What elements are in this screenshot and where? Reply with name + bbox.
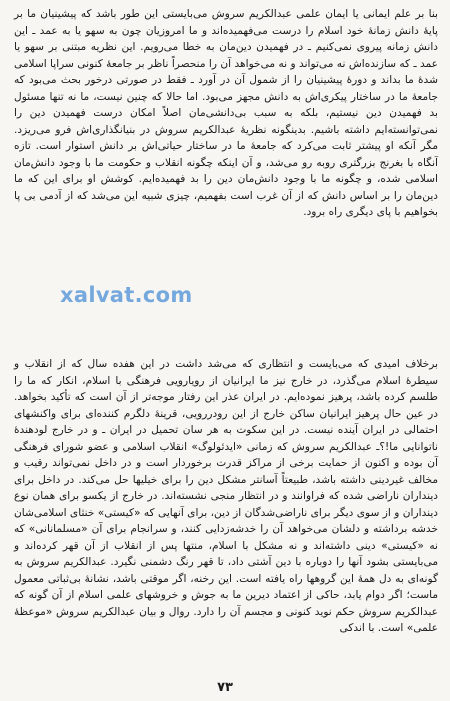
paragraph-1-text: بنا بر علم ایمانی یا ایمان علمی عبدالکریم سروش می‌بایستی این طور باشد که پیشینیان ما بر پایهٔ دانش زمانهٔ خود اسلام را درست می‌فهمیده‌اند و ما امروزیان چون به سهو یا به عمد ـ این دانش زمانه پیروی نمی‌کنیم ـ در فهمیدن دین‌مان به خطا می‌رویم. این نظریه مبتنی بر سهو یا عمد ـ که سازنده‌اش نه می‌تواند و نه می‌خواهد آن را منحصراً ناظر بر جامعهٔ کنونی سراپا اسلامی شدهٔ ما بداند و دورهٔ پیشینیان را از شمول آن در آورد ـ فقط در صورتی درخور بحث می‌بود که جامعهٔ ما در ساختار پیکری‌اش به دانش مجهز می‌بود. اما حالا که چنین نیست، ما نه تنها مسئول بد فهمیدن دین نیستیم، بلکه به سبب بی‌دانشی‌مان اصلاً امکان درست فهمیدن دین را نمی‌توانسته‌ایم داشته باشیم. بدینگونه نظریهٔ عبدالکریم سروش در بنیانگذاری‌اش فرو می‌ریزد. مگر آنکه او پیشتر ثابت می‌کرد که جامعهٔ ما در ساختار حیاتی‌اش بر دانش استوار است. تازه آنگاه با بغرنج بزرگتری روبه رو می‌شد، و آن اینکه چگونه انقلاب و حکومت ما با وجود دانش‌مان اسلامی شده، و چگونه ما با وجود دانش‌مان دین را بد فهمیده‌ایم. کوشش او برای این که ما دین‌مان را بر اساس دانش که از آن غرب است بفهمیم، چیزی شبیه این می‌شد که از آدمی بی پا بخواهیم با پای دیگری راه برود. (14, 8, 438, 218)
paragraph-2 (14, 356, 438, 637)
watermark-text: xalvat.com (60, 283, 193, 307)
paragraph-1 (14, 6, 438, 221)
paragraph-2-text: برخلاف امیدی که می‌بایست و انتظاری که می‌شد داشت در این هفده سال که از انقلاب و سیطرهٔ اسلام می‌گذرد، در خارج نیز ما ایرانیان از رویارویی فرهنگی با اسلام، انکار که ما را طلسم کرده باشد، پرهیز نموده‌ایم. در ایران عذر این رفتار موجه‌تر از آن است که تأکید بخواهد. در عین حال پرهیز ایرانیان ساکن خارج از این رودررویی، قرینهٔ دلگرم کننده‌ای برای واکنشهای احتمالی در ایران آینده نیست. در این سکوت به هر سان تحمیل در ایران ـ و در خارج لودهندهٔ ناتوانایی ما!؟ـ عبدالکریم سروش که زمانی «ایدئولوگ» انقلاب اسلامی و عضو شورای فرهنگی آن بوده و اکنون از حمایت برخی از مراکز قدرت برخوردار است و در داخل نمی‌تواند رقیب و مخالف غیردینی داشته باشد، طبیعتاً آسانتر مشکل دین را برای خیلیها حل می‌کند. در داخل برای دینداران ناراضی شده که فراوانند و در انتظار منجی نشسته‌اند. در خارج از یکسو برای همان نوع دینداران و از سوی دیگر برای ناراضی‌شدگان از دین، برای آنهایی که «کیستی» خنثای اسلامی‌شان خدشه برداشته و دلشان می‌خواهد آن را خدشه‌زدایی کنند، و سرانجام برای آن «مسلمانانی» که نه «کیستی» دینی داشته‌اند و نه مشکل با اسلام، منتها پس از انقلاب از آن قهر کرده‌اند و می‌بایستی بشود آنها را دوباره با دین آشتی داد، تا قهر رنگ دشمنی نگیرد. عبدالکریم سروش به گونه‌ای به دل همهٔ این گروهها راه یافته است. این رخنه، اگر موقتی باشد، نشانهٔ بی‌ثباتی معمول ماست؛ اگر دوام یابد، حاکی از اعتماد دیرین ما به جوش و خروشهای علمی اسلام از آن گونه که عبدالکریم سروش حکم نوید کنونی و مجسم آن را دارد. روال و بیان عبدالکریم سروش «موعظهٔ علمی» است. با اندکی (14, 358, 438, 634)
page-number: ۷۳ (217, 680, 233, 695)
